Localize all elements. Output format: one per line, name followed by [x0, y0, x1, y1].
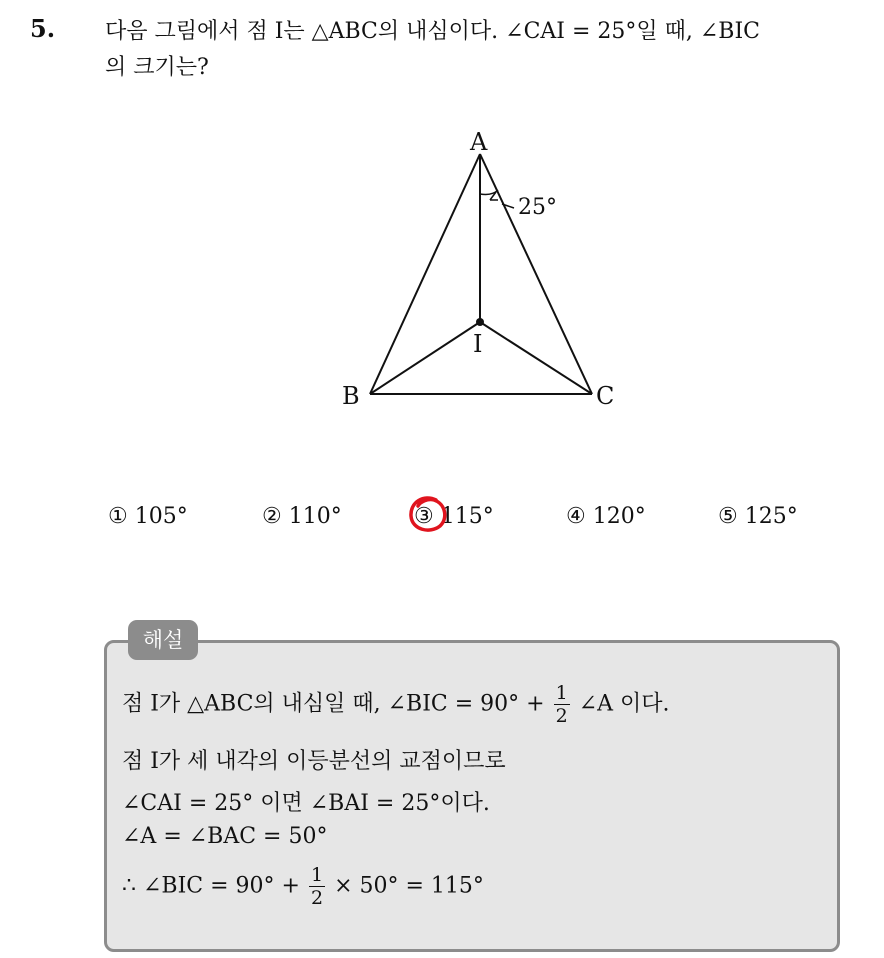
fraction-half-1	[554, 682, 570, 727]
triangle-diagram	[330, 122, 630, 412]
triangle-figure	[330, 122, 630, 416]
question-line-2: 의 크기는?	[105, 55, 209, 80]
label-b: B	[342, 382, 360, 410]
choice-4[interactable]	[566, 504, 646, 529]
fraction-2-numerator: 1	[310, 864, 324, 886]
solution-line-4: ∠A = ∠BAC = 50°	[122, 824, 328, 849]
solution-line-1-end: ∠A 이다.	[578, 691, 670, 717]
incenter-point	[476, 318, 484, 326]
selected-circle-mark-icon	[406, 494, 450, 536]
choice-5-value: 125°	[744, 504, 798, 529]
choice-2-value: 110°	[288, 504, 342, 529]
solution-tag: 해설	[128, 620, 198, 660]
question-line-1: 다음 그림에서 점 I는 △ABC의 내심이다. ∠CAI = 25°일 때, ∠BIC	[105, 19, 761, 44]
choice-1-value: 105°	[134, 504, 188, 529]
choice-3-value: 115°	[440, 504, 494, 529]
choice-4-number: ④	[566, 504, 586, 529]
solution-line-2: 점 I가 세 내각의 이등분선의 교점이므로	[122, 749, 506, 774]
solution-line-1	[122, 682, 670, 727]
label-i: I	[473, 330, 483, 358]
question-number: 5.	[30, 14, 56, 43]
choice-2[interactable]	[262, 504, 342, 529]
choice-5-number: ⑤	[718, 504, 738, 529]
fraction-half-2	[309, 864, 325, 909]
angle-label: 25°	[518, 195, 557, 220]
choice-2-number: ②	[262, 504, 282, 529]
choice-1[interactable]	[108, 504, 188, 529]
choice-5[interactable]	[718, 504, 798, 529]
solution-line-5-text: ∴ ∠BIC = 90° +	[122, 873, 300, 899]
solution-line-5-end: × 50° = 115°	[334, 873, 484, 899]
label-c: C	[596, 382, 615, 410]
fraction-1-numerator: 1	[555, 682, 568, 704]
solution-line-1-text: 점 I가 △ABC의 내심일 때, ∠BIC = 90° +	[122, 691, 545, 717]
label-a: A	[470, 128, 488, 156]
solution-line-5	[122, 864, 484, 909]
choice-3-number: ③	[414, 504, 434, 529]
fraction-1-denominator: 2	[555, 705, 568, 727]
choice-3[interactable]	[414, 504, 494, 529]
fraction-2-denominator: 2	[310, 887, 324, 909]
choice-1-number: ①	[108, 504, 128, 529]
solution-line-3: ∠CAI = 25° 이면 ∠BAI = 25°이다.	[122, 791, 490, 816]
question-text	[105, 14, 865, 86]
choice-4-value: 120°	[592, 504, 646, 529]
